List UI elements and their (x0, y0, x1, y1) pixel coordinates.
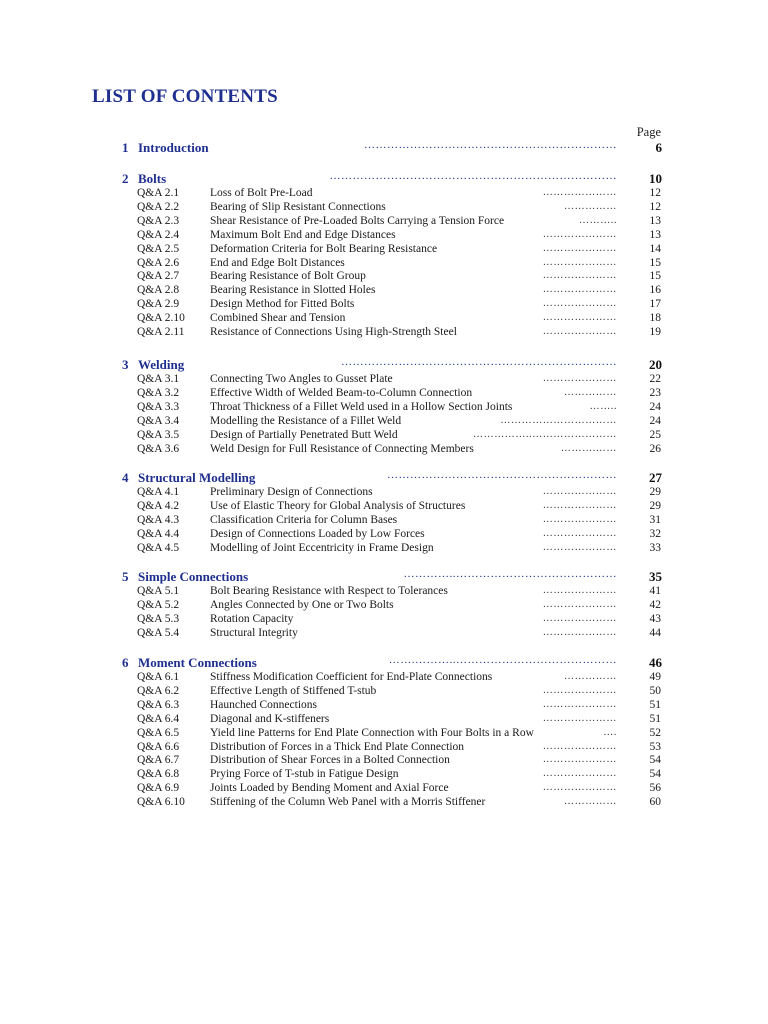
section-number: 5 (122, 569, 129, 584)
page-title: LIST OF CONTENTS (92, 86, 278, 107)
dot-leader: …. (603, 726, 617, 738)
entry-page-number: 12 (649, 200, 661, 213)
entry-page-number: 23 (649, 386, 661, 399)
entry-page-number: 43 (649, 612, 661, 625)
toc-entry[interactable] (137, 187, 661, 201)
entry-code: Q&A 4.1 (137, 486, 180, 498)
entry-code: Q&A 6.2 (137, 684, 180, 697)
entry-code: Q&A 2.4 (137, 228, 180, 241)
toc-entry[interactable] (137, 373, 661, 387)
entry-page-number: 44 (649, 626, 661, 639)
section-heading[interactable] (122, 569, 662, 585)
toc-entry[interactable] (137, 599, 661, 613)
dot-leader: ………………… (542, 612, 617, 624)
entry-code: Q&A 2.2 (137, 200, 180, 213)
section-number: 4 (122, 470, 129, 485)
toc-entry[interactable] (137, 415, 661, 429)
section-page-number: 27 (649, 470, 662, 485)
entry-code: Q&A 2.3 (137, 214, 180, 227)
entry-code: Q&A 5.2 (137, 598, 180, 611)
toc-entry[interactable] (137, 613, 661, 627)
section-title: Simple Connections (138, 569, 249, 584)
entry-page-number: 60 (649, 796, 661, 809)
entry-page-number: 54 (649, 754, 661, 767)
toc-entry[interactable] (137, 243, 661, 257)
dot-leader: ………………… (542, 284, 617, 296)
entry-title: Maximum Bolt End and Edge Distances (210, 228, 396, 241)
toc-entry[interactable] (137, 270, 661, 284)
dot-leader: ………………… (542, 513, 617, 525)
entry-title: Angles Connected by One or Two Bolts (210, 598, 394, 611)
toc-entry[interactable] (137, 542, 661, 556)
section-heading[interactable] (122, 357, 662, 373)
entry-title: Modelling the Resistance of a Fillet Weld (210, 414, 402, 427)
toc-entry[interactable] (137, 257, 661, 271)
toc-entry[interactable] (137, 699, 661, 713)
toc-entry[interactable] (137, 741, 661, 755)
entry-page-number: 18 (649, 312, 661, 325)
entry-code: Q&A 6.3 (137, 698, 180, 711)
entry-page-number: 13 (649, 214, 661, 227)
section-number: 6 (122, 655, 129, 670)
entry-code: Q&A 6.8 (137, 768, 180, 781)
entry-page-number: 32 (649, 527, 661, 540)
entry-code: Q&A 2.11 (137, 326, 185, 338)
page-column-header: Page (636, 125, 661, 139)
entry-code: Q&A 3.5 (137, 428, 180, 441)
entry-code: Q&A 6.6 (137, 740, 180, 753)
entry-page-number: 22 (649, 373, 661, 385)
dot-leader: ……….. (579, 214, 617, 226)
entry-page-number: 31 (649, 513, 661, 526)
dot-leader: ……….…… (560, 442, 617, 454)
toc-entry[interactable] (137, 201, 661, 215)
entry-title: Use of Elastic Theory for Global Analysis of Structures (210, 499, 466, 512)
section-page-number: 46 (649, 655, 662, 670)
entry-code: Q&A 5.3 (137, 612, 180, 625)
toc-entry[interactable] (137, 486, 661, 500)
dot-leader: ………………… (542, 782, 617, 794)
entry-title: Connecting Two Angles to Gusset Plate (210, 373, 393, 385)
toc-entry[interactable] (137, 229, 661, 243)
toc-entry[interactable] (137, 768, 661, 782)
entry-code: Q&A 6.10 (137, 796, 185, 809)
toc-entry[interactable] (137, 387, 661, 401)
entry-title: Stiffness Modification Coefficient for End-Plate Connections (210, 671, 493, 683)
entry-code: Q&A 2.1 (137, 187, 180, 199)
section-title: Welding (138, 357, 185, 372)
entry-page-number: 16 (649, 284, 661, 297)
entry-code: Q&A 5.1 (137, 585, 180, 597)
entry-title: Design of Connections Loaded by Low Forces (210, 527, 425, 540)
entry-page-number: 50 (649, 684, 661, 697)
entry-title: Diagonal and K-stiffeners (210, 712, 330, 725)
entry-code: Q&A 4.3 (137, 513, 180, 526)
entry-page-number: 26 (649, 442, 661, 455)
entry-page-number: 17 (649, 298, 661, 311)
entry-title: Classification Criteria for Column Bases (210, 513, 398, 526)
toc-entry[interactable] (137, 443, 661, 457)
entry-page-number: 24 (649, 414, 661, 427)
section-page-number: 6 (655, 140, 662, 155)
dot-leader: ………………… (542, 684, 617, 696)
entry-title: Bearing of Slip Resistant Connections (210, 200, 386, 213)
section-heading[interactable] (122, 171, 662, 187)
entry-title: Deformation Criteria for Bolt Bearing Resistance (210, 242, 438, 255)
toc-entry[interactable] (137, 298, 661, 312)
dot-leader: ………………… (542, 768, 617, 780)
entry-title: Distribution of Forces in a Thick End Plate Connection (210, 740, 465, 753)
entry-title: Bearing Resistance in Slotted Holes (210, 284, 376, 297)
toc-entry[interactable] (137, 514, 661, 528)
entry-code: Q&A 2.7 (137, 270, 180, 283)
dot-leader: …………… (564, 796, 617, 808)
entry-page-number: 15 (649, 270, 661, 283)
entry-page-number: 29 (649, 486, 661, 498)
dot-leader: …………… (564, 200, 617, 212)
entry-code: Q&A 5.4 (137, 626, 180, 639)
dot-leader: ………………… (542, 298, 617, 310)
entry-title: Loss of Bolt Pre-Load (210, 187, 313, 199)
entry-title: Prying Force of T-stub in Fatigue Design (210, 768, 399, 781)
dot-leader: ………………… (542, 256, 617, 268)
entry-page-number: 13 (649, 228, 661, 241)
entry-title: Weld Design for Full Resistance of Connecting Members (210, 442, 474, 455)
entry-page-number: 41 (649, 585, 661, 597)
section-page-number: 20 (649, 357, 662, 372)
dot-leader: ………………… (542, 698, 617, 710)
entry-title: Stiffening of the Column Web Panel with a Morris Stiffener (210, 796, 486, 809)
dot-leader: ………………… (542, 312, 617, 324)
toc-entry[interactable] (137, 713, 661, 727)
section-heading[interactable] (122, 655, 662, 671)
entry-title: End and Edge Bolt Distances (210, 256, 345, 269)
dot-leader: ………………… (542, 527, 617, 539)
section-number: 2 (122, 171, 129, 186)
toc-entry[interactable] (137, 782, 661, 796)
dot-leader: ………………… (542, 754, 617, 766)
entry-code: Q&A 2.9 (137, 298, 180, 311)
dot-leader: …………… (564, 386, 617, 398)
section-page-number: 35 (649, 569, 662, 584)
dot-leader: ………………… (542, 585, 617, 596)
section-page-number: 10 (649, 171, 662, 186)
entry-code: Q&A 6.5 (137, 726, 180, 739)
toc-entry[interactable] (137, 585, 661, 599)
toc-entry[interactable] (137, 284, 661, 298)
dot-leader: ………………… (542, 187, 617, 198)
entry-title: Haunched Connections (210, 698, 317, 711)
dot-leader: …………..…………………………………… (403, 568, 617, 580)
entry-title: Bearing Resistance of Bolt Group (210, 270, 366, 283)
entry-title: Combined Shear and Tension (210, 312, 346, 325)
dot-leader: …………… (564, 671, 617, 682)
entry-code: Q&A 2.10 (137, 312, 185, 325)
entry-title: Structural Integrity (210, 626, 298, 639)
entry-code: Q&A 2.8 (137, 284, 180, 297)
entry-page-number: 52 (649, 726, 661, 739)
dot-leader: ………………… (542, 228, 617, 240)
entry-code: Q&A 3.1 (137, 373, 180, 385)
entry-code: Q&A 2.5 (137, 242, 180, 255)
entry-title: Distribution of Shear Forces in a Bolted Connection (210, 754, 450, 767)
toc-entry[interactable] (137, 401, 661, 415)
toc-entry[interactable] (137, 727, 661, 741)
dot-leader: …………………………………………………… (387, 469, 617, 481)
dot-leader: ………………… (542, 740, 617, 752)
entry-title: Bolt Bearing Resistance with Respect to Tolerances (210, 585, 448, 597)
toc-entry[interactable] (137, 685, 661, 699)
section-number: 3 (122, 357, 129, 372)
dot-leader: ………………… (542, 712, 617, 724)
entry-code: Q&A 6.1 (137, 671, 180, 683)
entry-page-number: 12 (649, 187, 661, 199)
dot-leader: ………………… (542, 626, 617, 638)
toc-entry[interactable] (137, 312, 661, 326)
entry-code: Q&A 3.3 (137, 400, 180, 413)
entry-page-number: 54 (649, 768, 661, 781)
toc-entry[interactable] (137, 215, 661, 229)
section-number: 1 (122, 140, 129, 155)
dot-leader: ………………… (542, 486, 617, 497)
section-heading[interactable] (122, 470, 662, 486)
entry-page-number: 24 (649, 400, 661, 413)
entry-title: Preliminary Design of Connections (210, 486, 373, 498)
dot-leader: ………………… (542, 242, 617, 254)
toc-entry[interactable] (137, 528, 661, 542)
dot-leader: …………………………… (500, 414, 617, 426)
entry-page-number: 33 (649, 541, 661, 554)
toc-entry[interactable] (137, 671, 661, 685)
section-title: Structural Modelling (138, 470, 256, 485)
entry-page-number: 42 (649, 598, 661, 611)
entry-title: Resistance of Connections Using High-Strength Steel (210, 326, 457, 338)
dot-leader: ………………… (542, 373, 617, 384)
dot-leader: ……………………………………………………………… (341, 356, 617, 368)
entry-title: Modelling of Joint Eccentricity in Frame Design (210, 541, 434, 554)
entry-code: Q&A 4.4 (137, 527, 180, 540)
dot-leader: ………………… (542, 326, 617, 337)
entry-code: Q&A 6.4 (137, 712, 180, 725)
section-title: Moment Connections (138, 655, 257, 670)
toc-entry[interactable] (137, 326, 661, 340)
entry-title: Design Method for Fitted Bolts (210, 298, 355, 311)
toc-entry[interactable] (137, 429, 661, 443)
entry-code: Q&A 6.9 (137, 782, 180, 795)
dot-leader: ………………… (542, 541, 617, 553)
dot-leader: …….. (589, 400, 617, 412)
entry-title: Shear Resistance of Pre-Loaded Bolts Carrying a Tension Force (210, 214, 505, 227)
toc-entry[interactable] (137, 796, 661, 810)
section-title: Bolts (138, 171, 167, 186)
dot-leader: ………………… (542, 499, 617, 511)
entry-title: Yield line Patterns for End Plate Connection with Four Bolts in a Row (210, 726, 534, 739)
entry-code: Q&A 3.4 (137, 414, 180, 427)
entry-code: Q&A 4.2 (137, 499, 180, 512)
entry-title: Rotation Capacity (210, 612, 294, 625)
entry-code: Q&A 4.5 (137, 541, 180, 554)
entry-page-number: 19 (649, 326, 661, 338)
dot-leader: ………………… (542, 598, 617, 610)
dot-leader: ………………… (542, 270, 617, 282)
entry-page-number: 51 (649, 698, 661, 711)
entry-page-number: 56 (649, 782, 661, 795)
section-heading[interactable] (122, 140, 662, 156)
entry-page-number: 49 (649, 671, 661, 683)
toc-entry[interactable] (137, 500, 661, 514)
entry-code: Q&A 3.6 (137, 442, 180, 455)
entry-page-number: 51 (649, 712, 661, 725)
entry-title: Throat Thickness of a Fillet Weld used in a Hollow Section Joints (210, 400, 513, 413)
entry-code: Q&A 6.7 (137, 754, 180, 767)
entry-title: Joints Loaded by Bending Moment and Axial Force (210, 782, 449, 795)
entry-code: Q&A 3.2 (137, 386, 180, 399)
dot-leader: ………………………………………………………………… (329, 170, 617, 182)
entry-page-number: 25 (649, 428, 661, 441)
entry-page-number: 53 (649, 740, 661, 753)
entry-title: Effective Length of Stiffened T-stub (210, 684, 377, 697)
dot-leader: ……………..…………………… (473, 428, 617, 440)
toc-entry[interactable] (137, 754, 661, 768)
dot-leader: …….………..…………………………………… (388, 654, 617, 666)
entry-page-number: 15 (649, 256, 661, 269)
entry-page-number: 14 (649, 242, 661, 255)
entry-title: Effective Width of Welded Beam-to-Column Connection (210, 386, 473, 399)
dot-leader: ………………………………………………………… (364, 139, 617, 151)
toc-entry[interactable] (137, 627, 661, 641)
entry-code: Q&A 2.6 (137, 256, 180, 269)
entry-title: Design of Partially Penetrated Butt Weld (210, 428, 398, 441)
entry-page-number: 29 (649, 499, 661, 512)
section-title: Introduction (138, 140, 209, 155)
